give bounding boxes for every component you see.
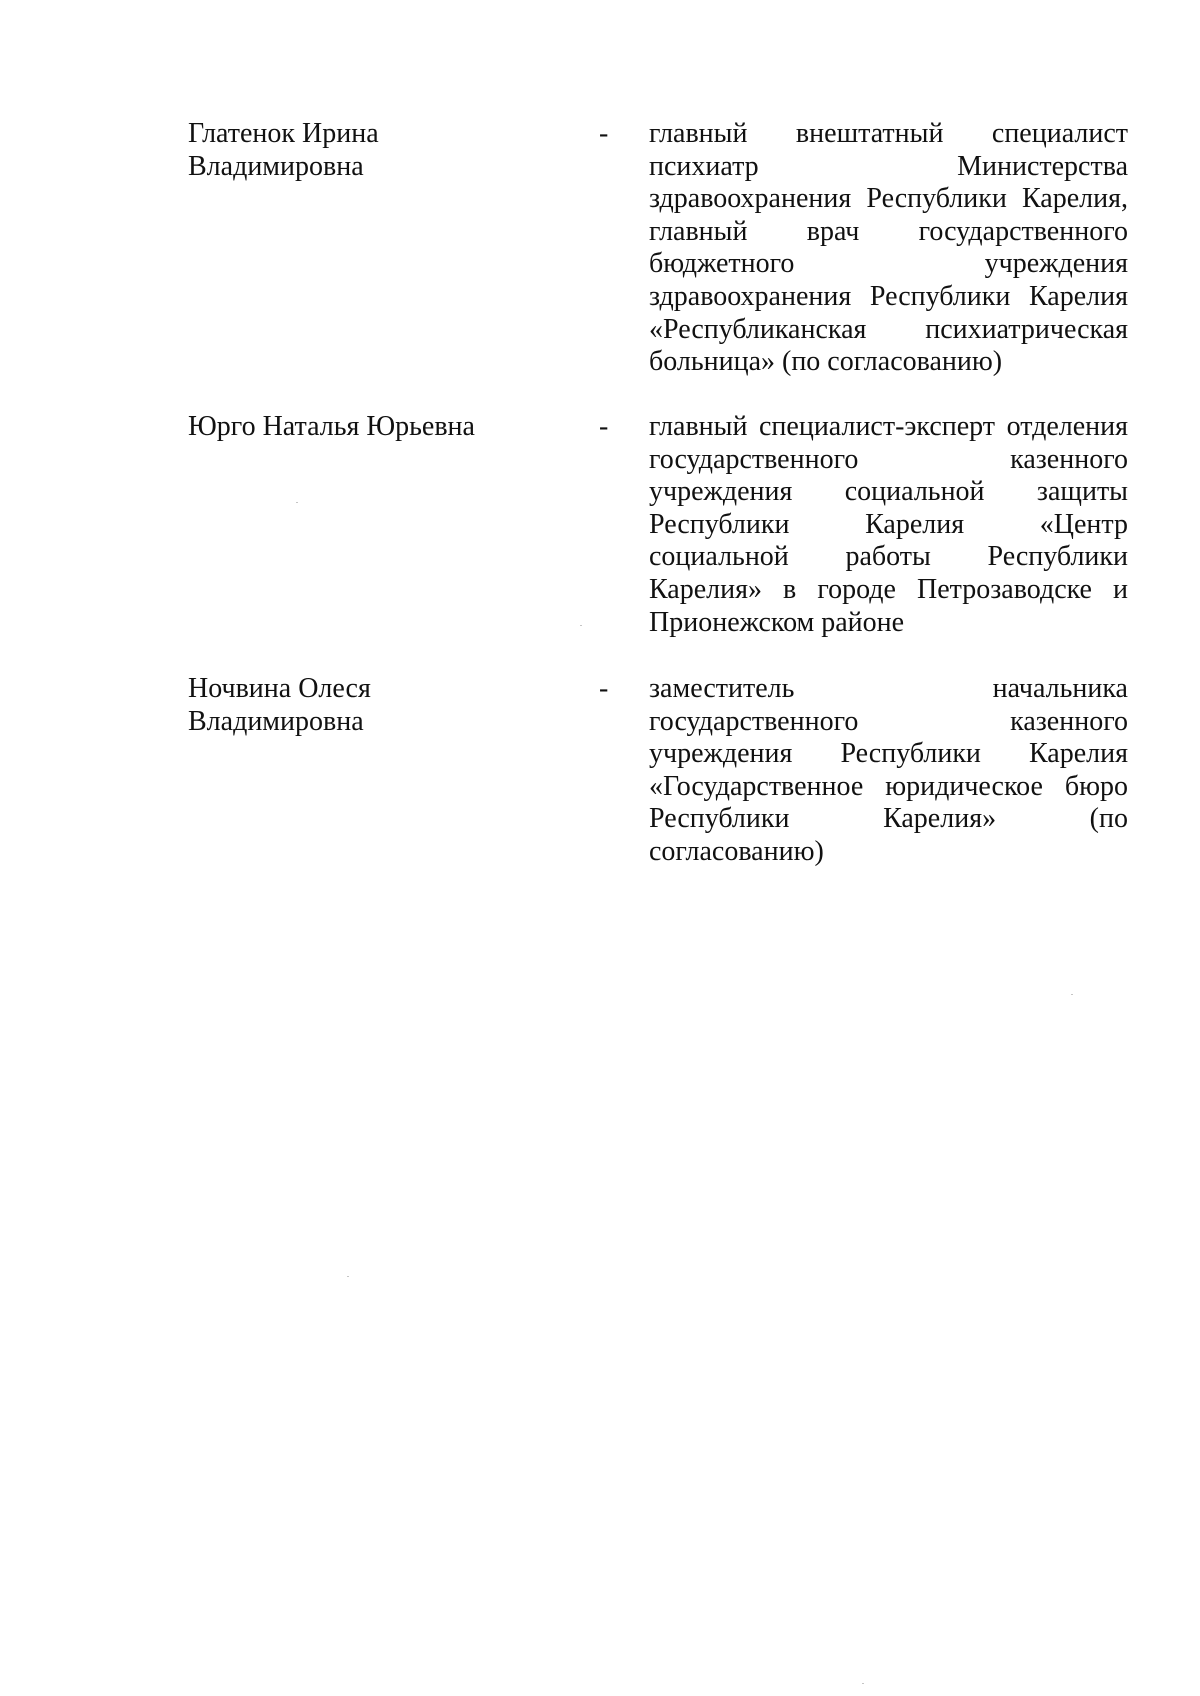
scan-speck — [862, 1683, 864, 1684]
member-separator: - — [599, 411, 609, 442]
scan-speck — [347, 1276, 349, 1277]
member-position: главный специалист-эксперт отделения государственного казенного учреждения социальной защиты Республики Карелия «Центр социальной работы Республики Карелия» в городе Петрозаводске и Прионежском районе — [649, 411, 1128, 638]
member-position: главный внештатный специалист психиатр Министерства здравоохранения Республики Карелия, главный врач государственного бюджетного учреждения здравоохранения Республики Карелия «Республиканская психиатрическая больница» (по согласованию) — [649, 118, 1128, 378]
member-name: Ночвина Олеся Владимировна — [188, 673, 371, 737]
member-name: Юрго Наталья Юрьевна — [188, 411, 475, 442]
member-position: заместитель начальника государственного казенного учреждения Республики Карелия «Государственное юридическое бюро Республики Карелия» (по согласованию) — [649, 673, 1128, 867]
member-separator: - — [599, 673, 609, 704]
scan-speck — [580, 625, 582, 626]
scan-speck — [296, 502, 298, 503]
member-name: Глатенок Ирина Владимировна — [188, 118, 379, 182]
scan-speck — [1071, 994, 1073, 995]
member-separator: - — [599, 118, 609, 149]
